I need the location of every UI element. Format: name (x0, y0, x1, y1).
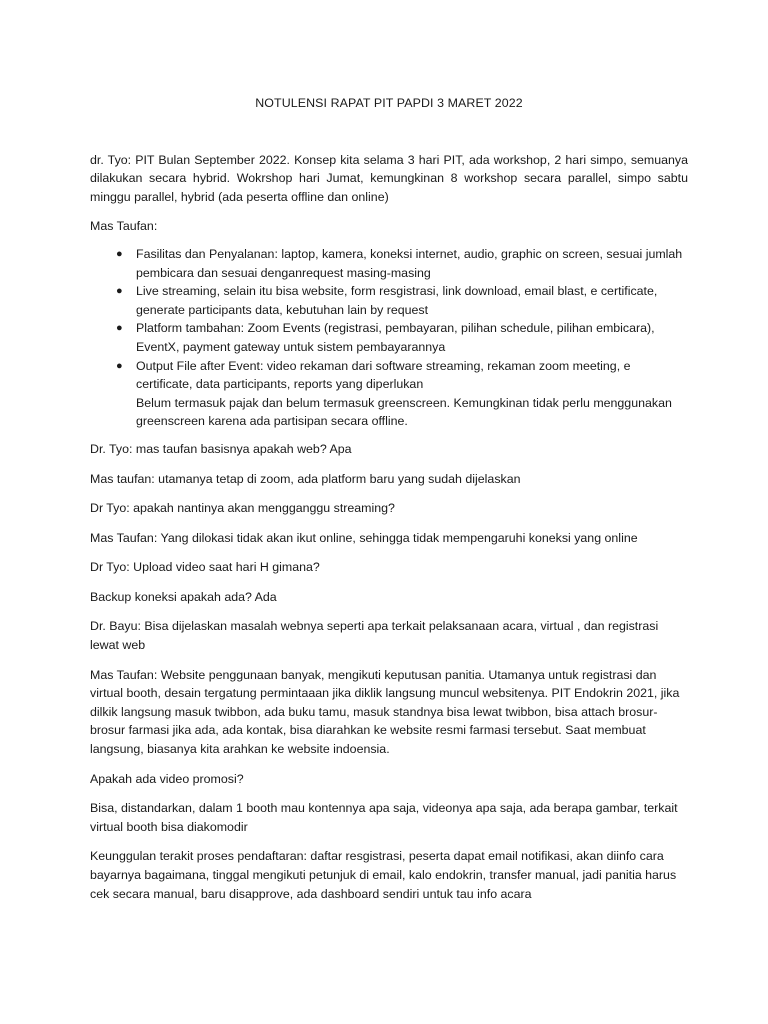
paragraph: Dr. Bayu: Bisa dijelaskan masalah webnya seperti apa terkait pelaksanaan acara, virtual , dan registrasi lewat web (90, 619, 659, 653)
paragraph: Mas Taufan: Website penggunaan banyak, mengikuti keputusan panitia. Utamanya untuk registrasi dan virtual booth, desain tergatung permintaaan jika diklik langsung muncul websitenya. PIT Endokrin 2021, jika dilkik langsung masuk twibbon, ada buku tamu, masuk standnya bisa lewat twibbon, bisa attach brosur-brosur farmasi jika ada, ada kontak, bisa diarahkan ke website resmi farmasi tersebut. Saat membuat langsung, biasanya kita arahkan ke website indoensia. (90, 667, 680, 757)
bullet-icon: ● (116, 285, 123, 298)
paragraph: Keunggulan terakit proses pendaftaran: daftar resgistrasi, peserta dapat email notifikasi, akan diinfo cara bayarnya bagaimana, tinggal mengikuti petunjuk di email, kalo endokrin, transfer manual, jadi panitia harus cek secara manual, baru disapprove, ada dashboard sendiri untuk tau info acara (90, 849, 677, 901)
paragraph: Bisa, distandarkan, dalam 1 booth mau kontennya apa saja, videonya apa saja, ada berapa gambar, terkait virtual booth bisa diakomodir (90, 801, 678, 834)
bullet-text: Fasilitas dan Penyalanan: laptop, kamera, koneksi internet, audio, graphic on screen, sesuai jumlah pembicara dan sesuai denganrequest masing-masing (136, 246, 683, 280)
paragraph: Mas Taufan: Yang dilokasi tidak akan ikut online, sehingga tidak mempengaruhi koneksi yang online (90, 530, 638, 545)
bullet-text: Live streaming, selain itu bisa website, form resgistrasi, link download, email blast, e certificate, generate participants data, kebutuhan lain by request (136, 284, 658, 317)
paragraph: Dr Tyo: apakah nantinya akan mengganggu streaming? (90, 501, 395, 516)
document-title: NOTULENSI RAPAT PIT PAPDI 3 MARET 2022 (255, 96, 523, 110)
paragraph: Backup koneksi apakah ada? Ada (90, 589, 277, 604)
bullet-text: Output File after Event: video rekaman dari software streaming, rekaman zoom meeting, e certificate, data participants, reports yang diperlukan (136, 358, 631, 392)
list-item (116, 357, 688, 431)
paragraph: Mas taufan: utamanya tetap di zoom, ada platform baru yang sudah dijelaskan (90, 471, 521, 486)
paragraph: Apakah ada video promosi? (90, 771, 244, 786)
list-item (116, 282, 688, 319)
speaker-heading: Mas Taufan: (90, 219, 158, 234)
bullet-continuation: Belum termasuk pajak dan belum termasuk greenscreen. Kemungkinan tidak perlu menggunakan greenscreen karena ada partisipan secara offline. (136, 395, 672, 429)
paragraph: Dr. Tyo: mas taufan basisnya apakah web? Apa (90, 441, 352, 456)
list-item (116, 245, 688, 282)
paragraph: Dr Tyo: Upload video saat hari H gimana? (90, 560, 320, 575)
bullet-icon: ● (116, 322, 123, 335)
bullet-list (90, 245, 688, 431)
bullet-icon: ● (116, 359, 123, 372)
bullet-text: Platform tambahan: Zoom Events (registrasi, pembayaran, pilihan schedule, pilihan embicara), EventX, payment gateway untuk sistem pembayarannya (136, 321, 655, 354)
intro-paragraph: dr. Tyo: PIT Bulan September 2022. Konsep kita selama 3 hari PIT, ada workshop, 2 hari simpo, semuanya dilakukan secara hybrid. Wokrshop hari Jumat, kemungkinan 8 workshop secara parallel, simpo sabtu minggu parallel, hybrid (ada peserta offline dan online) (90, 152, 688, 204)
list-item (116, 319, 688, 356)
bullet-icon: ● (116, 247, 123, 260)
